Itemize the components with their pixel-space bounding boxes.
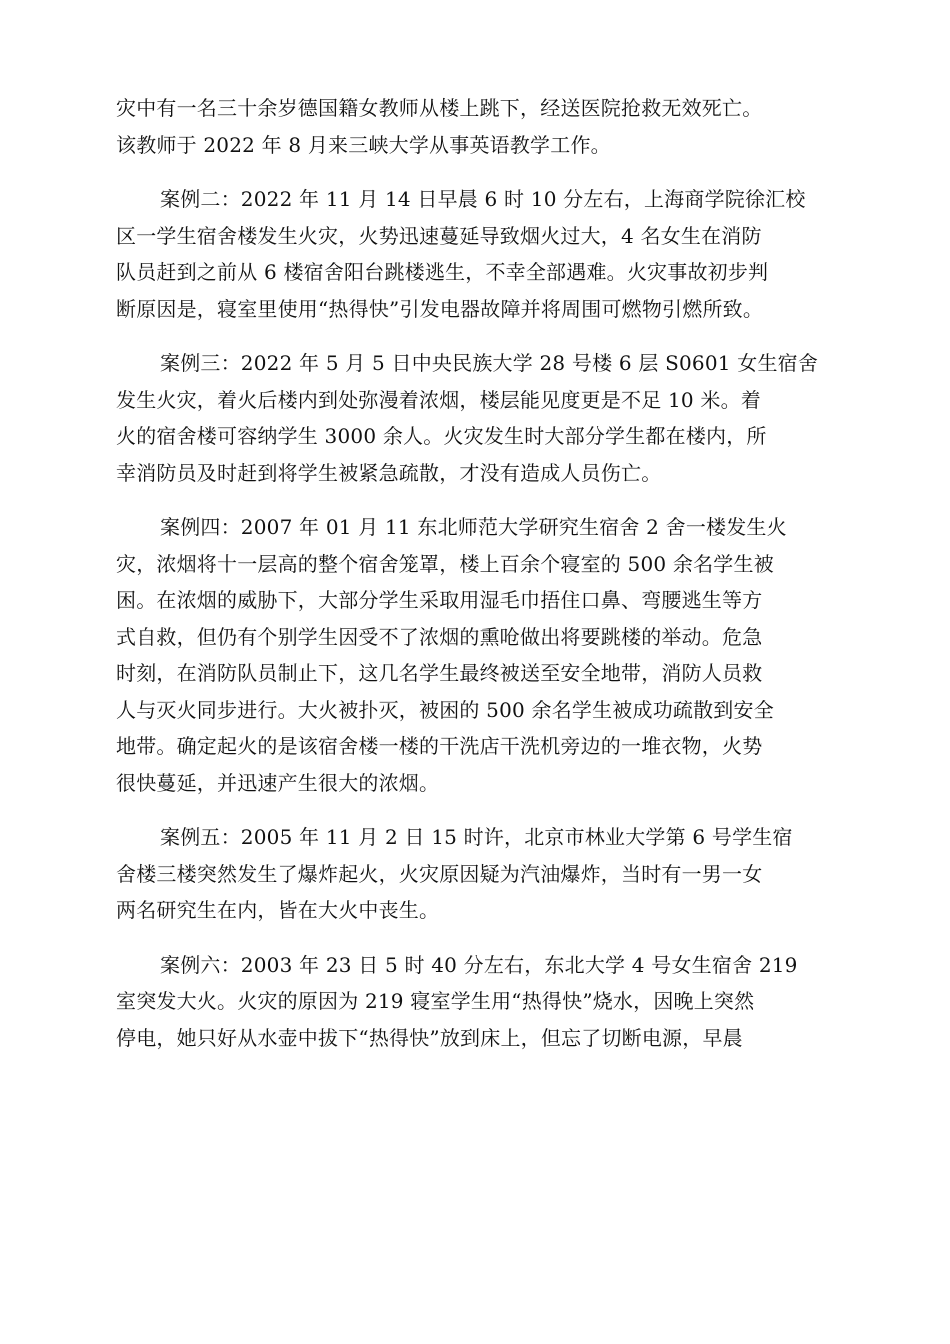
paragraph-case-two [116, 181, 848, 327]
text-line: 地带。确定起火的是该宿舍楼一楼的干洗店干洗机旁边的一堆衣物，火势 [116, 734, 763, 758]
document-body [116, 90, 848, 1074]
text-line: 很快蔓延，并迅速产生很大的浓烟。 [116, 770, 440, 795]
text-line: 断原因是，寝室里使用“热得快”引发电器故障并将周围可燃物引燃所致。 [116, 296, 764, 321]
text-line: 火的宿舍楼可容纳学生 3000 余人。火灾发生时大部分学生都在楼内，所 [116, 424, 767, 448]
text-line: 案例五：2005 年 11 月 2 日 15 时许，北京市林业大学第 6 号学生宿 [160, 825, 793, 849]
text-line: 案例三：2022 年 5 月 5 日中央民族大学 28 号楼 6 层 S0601 女生宿舍 [160, 351, 819, 375]
text-line: 式自救，但仍有个别学生因受不了浓烟的熏呛做出将要跳楼的举动。危急 [116, 624, 763, 649]
paragraph-case-one-continued [116, 90, 848, 163]
text-line: 案例六：2003 年 23 日 5 时 40 分左右，东北大学 4 号女生宿舍 219 [160, 952, 798, 977]
text-line: 室突发大火。火灾的原因为 219 寝室学生用“热得快”烧水，因晚上突然 [116, 989, 755, 1013]
text-line: 灾中有一名三十余岁德国籍女教师从楼上跳下，经送医院抢救无效死亡。 [116, 96, 763, 120]
text-line: 发生火灾，着火后楼内到处弥漫着浓烟，楼层能见度更是不足 10 米。着 [116, 387, 761, 412]
paragraph-case-four [116, 509, 848, 801]
text-line: 区一学生宿舍楼发生火灾，火势迅速蔓延导致烟火过大，4 名女生在消防 [116, 223, 762, 248]
text-line: 队员赶到之前从 6 楼宿舍阳台跳楼逃生，不幸全部遇难。火灾事故初步判 [116, 260, 769, 284]
text-line: 困。在浓烟的威胁下，大部分学生采取用湿毛巾捂住口鼻、弯腰逃生等方 [116, 588, 763, 612]
text-line: 该教师于 2022 年 8 月来三峡大学从事英语教学工作。 [116, 132, 611, 157]
paragraph-case-five [116, 819, 848, 929]
text-line: 时刻，在消防队员制止下，这几名学生最终被送至安全地带，消防人员救 [116, 661, 763, 685]
text-line: 两名研究生在内，皆在大火中丧生。 [116, 898, 440, 922]
text-line: 人与灭火同步进行。大火被扑灭，被困的 500 余名学生被成功疏散到安全 [116, 697, 774, 722]
text-line: 案例二：2022 年 11 月 14 日早晨 6 时 10 分左右，上海商学院徐汇校 [160, 187, 806, 211]
text-line: 灾，浓烟将十一层高的整个宿舍笼罩，楼上百余个寝室的 500 余名学生被 [116, 551, 774, 576]
text-line: 幸消防员及时赶到将学生被紧急疏散，才没有造成人员伤亡。 [116, 460, 662, 485]
text-line: 案例四：2007 年 01 月 11 东北师范大学研究生宿舍 2 舍一楼发生火 [160, 515, 787, 539]
text-line: 舍楼三楼突然发生了爆炸起火，火灾原因疑为汽油爆炸，当时有一男一女 [116, 861, 763, 886]
paragraph-case-three [116, 345, 848, 491]
text-line: 停电，她只好从水壶中拔下“热得快”放到床上，但忘了切断电源，早晨 [116, 1025, 743, 1050]
paragraph-case-six [116, 947, 848, 1057]
